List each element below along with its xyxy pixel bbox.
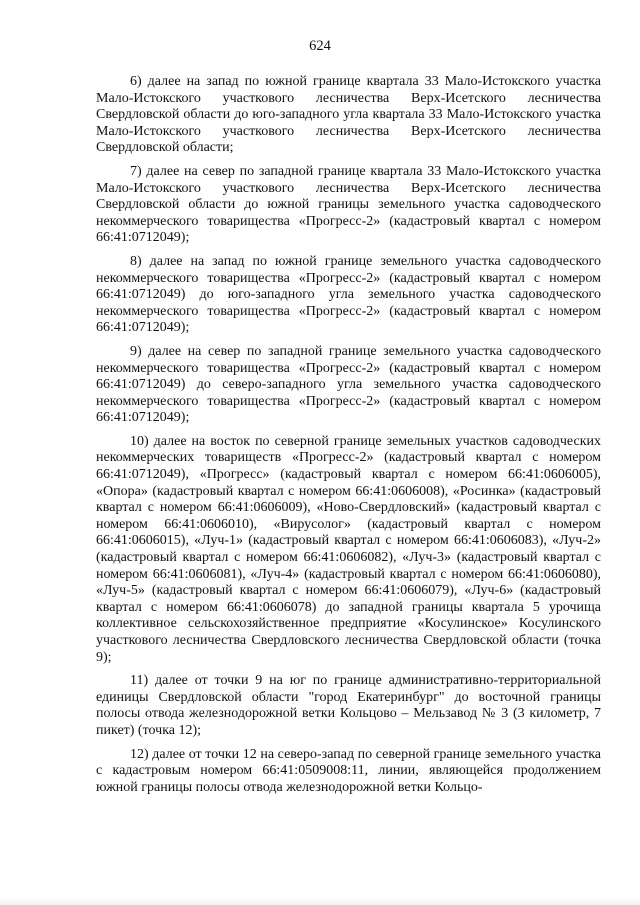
page-number: 624 (309, 38, 331, 54)
paragraph-7: 7) далее на север по западной границе квартала 33 Мало-Истокского участка Мало-Истокского участкового лесничества Верх-Исетского лесничества Свердловской области до южной границы земельного участка садоводческого некоммерческого товарищества «Прогресс-2» (кадастровый квартал с номером 66:41:0712049); (96, 163, 601, 246)
paragraph-9: 9) далее на север по западной границе земельного участка садоводческого некоммерческого товарищества «Прогресс-2» (кадастровый квартал с номером 66:41:0712049) до северо-западного угла земельного участка садоводческого некоммерческого товарищества «Прогресс-2» (кадастровый квартал с номером 66:41:0712049); (96, 343, 601, 426)
paragraph-12: 12) далее от точки 12 на северо-запад по северной границе земельного участка с кадастровым номером 66:41:0509008:11, линии, являющейся продолжением южной границы полосы отвода железнодорожной ветки Кольцо- (96, 746, 601, 795)
paragraph-6: 6) далее на запад по южной границе квартала 33 Мало-Истокского участка Мало-Истокского участкового лесничества Верх-Исетского лесничества Свердловской области до юго-западного угла квартала 33 Мало-Истокского участка Мало-Истокского участкового лесничества Верх-Исетского лесничества Свердловской области; (96, 74, 601, 156)
paragraph-11: 11) далее от точки 9 на юг по границе административно-территориальной единицы Свердловской области "город Екатеринбург" до восточной границы полосы отвода железнодорожной ветки Кольцово – Мельзавод № 3 (3 километр, 7 пикет) (точка 12); (96, 673, 601, 738)
paragraph-8: 8) далее на запад по южной границе земельного участка садоводческого некоммерческого товарищества «Прогресс-2» (кадастровый квартал с номером 66:41:0712049) до юго-западного угла земельного участка садоводческого некоммерческого товарищества «Прогресс-2» (кадастровый квартал с номером 66:41:0712049); (96, 253, 601, 336)
page-bottom-edge (0, 897, 640, 905)
paragraph-10: 10) далее на восток по северной границе земельных участков садоводческих некоммерческих товариществ «Прогресс-2» (кадастровый квартал с номером 66:41:0712049), «Прогресс» (кадастровый квартал с номером 66:41:0606005), «Опора» (кадастровый квартал с номером 66:41:0606008), «Росинка» (кадастровый квартал с номером 66:41:0606009), «Ново-Свердловский» (кадастровый квартал с номером 66:41:0606010), «Вирусолог» (кадастровый квартал с номером 66:41:0606015), «Луч-1» (кадастровый квартал с номером 66:41:0606083), «Луч-2» (кадастровый квартал с номером 66:41:0606082), «Луч-3» (кадастровый квартал с номером 66:41:0606081), «Луч-4» (кадастровый квартал с номером 66:41:0606080), «Луч-5» (кадастровый квартал с номером 66:41:0606079), «Луч-6» (кадастровый квартал с номером 66:41:0606078) до западной границы квартала 5 урочища коллективное сельскохозяйственное предприятие «Косулинское» Косулинского участкового лесничества Свердловского лесничества Свердловской области (точка 9); (96, 433, 601, 665)
document-body (96, 74, 601, 796)
